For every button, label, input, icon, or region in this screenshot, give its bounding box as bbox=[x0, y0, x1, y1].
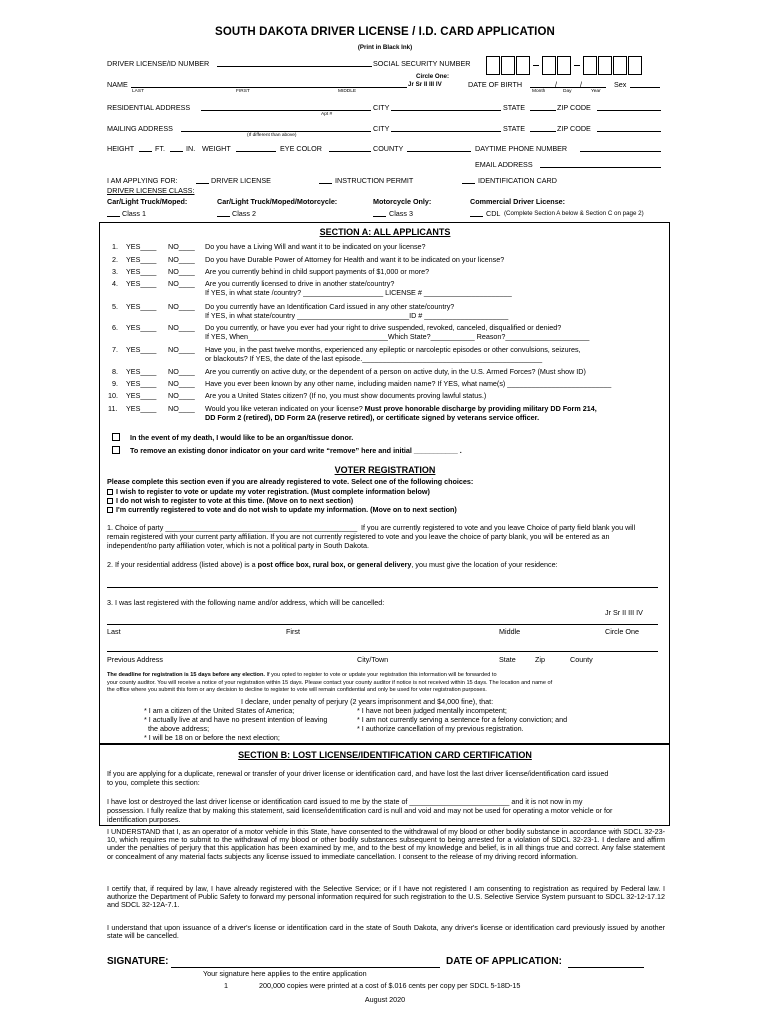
dl-option: DRIVER LICENSE bbox=[211, 176, 271, 185]
class1-option: Class 1 bbox=[122, 209, 146, 218]
dob-field[interactable] bbox=[530, 87, 606, 88]
prev-name-field[interactable] bbox=[107, 624, 658, 625]
question-number: 5. bbox=[112, 302, 118, 311]
mail-zip-field[interactable] bbox=[597, 131, 661, 132]
in-label: IN. bbox=[186, 144, 196, 153]
year-caption: Year bbox=[591, 89, 601, 94]
question-text: Do you currently have an Identification Card issued in any other state/country? bbox=[205, 302, 455, 311]
question-followup[interactable]: DD Form 2 (retired), DD Form 2A (reserve retired), or certificate signed by veterans service officer. bbox=[205, 413, 540, 422]
question-followup[interactable]: or blackouts? If YES, the date of the last episode._____________________________________________ bbox=[205, 354, 543, 363]
dl-number-field[interactable] bbox=[217, 66, 372, 67]
weight-label: WEIGHT bbox=[202, 144, 231, 153]
middle-caption: MIDDLE bbox=[338, 89, 357, 94]
yes-option[interactable]: YES____ bbox=[126, 345, 157, 354]
section-b-p2-l2: possession. I fully realize that by making this statement, said license/identification card is null and void and may not be used for operating a motor vehicle or for bbox=[107, 806, 613, 815]
class1-checkline[interactable] bbox=[107, 216, 120, 217]
voter-opt1-text: I wish to register to vote or update my voter registration. (Must complete information below) bbox=[116, 487, 430, 496]
voter-opt3-text: I'm currently registered to vote and do not wish to update my information. (Move on to next section) bbox=[116, 505, 457, 514]
no-option[interactable]: NO____ bbox=[168, 367, 195, 376]
sex-label: Sex bbox=[614, 80, 627, 89]
res-state-label: STATE bbox=[503, 103, 526, 112]
legal-selective-service: I certify that, if required by law, I have already registered with the Selective Service; or if I have not registered I am consenting to registration as required by Federal law. I authorize the Department of Public Safety to forward my personal information required for such registration to the U.S. Selective Service System pursuant to SDCL 32-12-17.12 and SDCL 32-12A-7.1. bbox=[107, 884, 665, 910]
email-field[interactable] bbox=[540, 167, 661, 168]
cdl-head: Commercial Driver License: bbox=[470, 197, 566, 206]
question-number: 1. bbox=[112, 242, 118, 251]
class2-option: Class 2 bbox=[232, 209, 256, 218]
party-note-3: independent/no party affiliation voter, which is not a political party in South Dakota. bbox=[107, 541, 369, 550]
mail-city-field[interactable] bbox=[391, 131, 501, 132]
signature-label: SIGNATURE: bbox=[107, 956, 169, 967]
eye-field[interactable] bbox=[329, 151, 371, 152]
no-option[interactable]: NO____ bbox=[168, 404, 195, 413]
residence-location-field[interactable] bbox=[107, 587, 658, 588]
question-text: Are you a United States citizen? (If no, you must show documents proving lawful status.) bbox=[205, 391, 487, 400]
yes-option[interactable]: YES____ bbox=[126, 279, 157, 288]
res-zip-field[interactable] bbox=[597, 110, 661, 111]
party-note-2: remain registered with your current party affiliation. If you are not currently registered to vote and you leave the choice of party blank, you will be entered as an bbox=[107, 532, 610, 541]
question-number: 3. bbox=[112, 267, 118, 276]
prev-middle-caption: Middle bbox=[499, 627, 521, 636]
prev-circle-one-caption: Circle One bbox=[605, 627, 639, 636]
organ-donor-text: In the event of my death, I would like to be an organ/tissue donor. bbox=[130, 433, 354, 442]
daytime-phone-field[interactable] bbox=[580, 151, 661, 152]
form-subtitle: (Print in Black Ink) bbox=[357, 44, 413, 51]
decl-citizen: * I am a citizen of the United States of America; bbox=[144, 706, 295, 715]
question-text: Are you currently licensed to drive in another state/country? bbox=[205, 279, 395, 288]
copies-note: 200,000 copies were printed at a cost of $.016 cents per copy per SDCL 5-18D-15 bbox=[259, 981, 521, 990]
prev-city-caption: City/Town bbox=[357, 655, 389, 664]
applying-label: I AM APPLYING FOR: bbox=[107, 176, 178, 185]
dob-label: DATE OF BIRTH bbox=[468, 80, 523, 89]
last-caption: LAST bbox=[132, 89, 144, 94]
id-card-option: IDENTIFICATION CARD bbox=[478, 176, 557, 185]
deadline-line1: The deadline for registration is 15 days before any election. If you opted to register to vote or update your registration this information will be forwarded to bbox=[107, 672, 497, 678]
mail-state-field[interactable] bbox=[530, 131, 556, 132]
no-option[interactable]: NO____ bbox=[168, 345, 195, 354]
no-option[interactable]: NO____ bbox=[168, 323, 195, 332]
month-caption: Month bbox=[532, 89, 546, 94]
question-text: Have you ever been known by any other name, including maiden name? If YES, what name(s) __________________________ bbox=[205, 379, 612, 388]
question-text: Would you like veteran indicated on your license? Must prove honorable discharge by providing military DD Form 214, bbox=[205, 404, 597, 413]
height-label: HEIGHT bbox=[107, 144, 135, 153]
question-number: 8. bbox=[112, 367, 118, 376]
question-text: Are you currently behind in child support payments of $1,000 or more? bbox=[205, 267, 430, 276]
class3-option: Class 3 bbox=[389, 209, 413, 218]
voter-opt3-checkbox[interactable] bbox=[107, 507, 113, 513]
voter-opt2-text: I do not wish to register to vote at this time. (Move on to next section) bbox=[116, 496, 354, 505]
class3-checkline[interactable] bbox=[373, 216, 386, 217]
voter-opt1-checkbox[interactable] bbox=[107, 489, 113, 495]
voter-opt3-row bbox=[107, 505, 457, 514]
yes-option[interactable]: YES____ bbox=[126, 404, 157, 413]
eye-label: EYE COLOR bbox=[280, 144, 322, 153]
no-option[interactable]: NO____ bbox=[168, 379, 195, 388]
question-number: 10. bbox=[108, 391, 118, 400]
question-number: 2. bbox=[112, 255, 118, 264]
page-number: 1 bbox=[224, 981, 228, 990]
permit-option: INSTRUCTION PERMIT bbox=[335, 176, 414, 185]
class2-head: Car/Light Truck/Moped/Motorcycle: bbox=[217, 197, 338, 206]
legal-cancellation: I understand that upon issuance of a driver's license or identification card in the state of South Dakota, any driver's license or identification card previously issued by another state will be cancelled. bbox=[107, 923, 665, 941]
signature-field[interactable] bbox=[171, 967, 440, 968]
question-text: Do you have a Living Will and want it to be indicated on your license? bbox=[205, 242, 426, 251]
organ-donor-checkbox[interactable] bbox=[112, 433, 120, 441]
deadline-line2: your county auditor. You will receive a notice of your registration within 15 days. Please contact your county auditor if notice is not received within 15 days. The location and name of bbox=[107, 680, 553, 686]
question-number: 7. bbox=[112, 345, 118, 354]
question-followup[interactable]: If YES, in what state /country? ____________________ LICENSE # ______________________ bbox=[205, 288, 512, 297]
yes-option[interactable]: YES____ bbox=[126, 367, 157, 376]
decl-felony: * I am not currently serving a sentence for a felony conviction; and bbox=[357, 715, 568, 724]
height-in-field[interactable] bbox=[170, 151, 183, 152]
weight-field[interactable] bbox=[236, 151, 276, 152]
remove-donor-text: To remove an existing donor indicator on your card write “remove” here and initial ___________ . bbox=[130, 446, 462, 455]
dl-checkline[interactable] bbox=[196, 183, 209, 184]
mail-city-label: CITY bbox=[373, 124, 390, 133]
section-b-title: SECTION B: LOST LICENSE/IDENTIFICATION CARD CERTIFICATION bbox=[238, 750, 532, 760]
class1-head: Car/Light Truck/Moped: bbox=[107, 197, 188, 206]
name-label: NAME bbox=[107, 80, 128, 89]
name-suffix-options[interactable]: Jr Sr II III IV bbox=[408, 81, 442, 88]
mail-state-label: STATE bbox=[503, 124, 526, 133]
residential-label: RESIDENTIAL ADDRESS bbox=[107, 103, 191, 112]
question-text: Do you have Durable Power of Attorney for Health and want it to be indicated on your license? bbox=[205, 255, 505, 264]
prev-county-caption: County bbox=[570, 655, 593, 664]
daytime-phone-label: DAYTIME PHONE NUMBER bbox=[475, 144, 568, 153]
question-number: 9. bbox=[112, 379, 118, 388]
voter-q2: 2. If your residential address (listed above) is a post office box, rural box, or general delivery, you must give the location of your residence: bbox=[107, 560, 558, 569]
section-a-title: SECTION A: ALL APPLICANTS bbox=[319, 227, 451, 237]
no-option[interactable]: NO____ bbox=[168, 242, 195, 251]
sex-field[interactable] bbox=[630, 87, 660, 88]
remove-donor-row bbox=[112, 446, 462, 455]
party-choice-field[interactable]: 1. Choice of party ________________________________________________ bbox=[107, 523, 358, 532]
voter-declare: I declare, under penalty of perjury (2 years imprisonment and $4,000 fine), that: bbox=[241, 697, 494, 706]
remove-donor-checkbox[interactable] bbox=[112, 446, 120, 454]
decl-residence: * I actually live at and have no present intention of leaving bbox=[144, 715, 328, 724]
decl-competent: * I have not been judged mentally incompetent; bbox=[357, 706, 507, 715]
deadline-line3: the office where you submit this form or any decision to decline to register to vote will remain confidential and only be used for voter registration purposes. bbox=[107, 687, 487, 693]
residential-field[interactable] bbox=[201, 110, 371, 111]
question-text: Have you, in the past twelve months, experienced any epileptic or narcoleptic episodes or other convulsions, seizures, bbox=[205, 345, 581, 354]
dl-number-label: DRIVER LICENSE/ID NUMBER bbox=[107, 59, 210, 68]
yes-option[interactable]: YES____ bbox=[126, 323, 157, 332]
name-field[interactable] bbox=[131, 87, 407, 88]
id-card-checkline[interactable] bbox=[462, 183, 475, 184]
date-field[interactable] bbox=[568, 967, 644, 968]
county-label: COUNTY bbox=[373, 144, 404, 153]
county-field[interactable] bbox=[407, 151, 471, 152]
yes-option[interactable]: YES____ bbox=[126, 267, 157, 276]
permit-checkline[interactable] bbox=[319, 183, 332, 184]
question-followup[interactable]: If YES, When___________________________________Which State?___________ Reason?_____________________ bbox=[205, 332, 590, 341]
res-city-field[interactable] bbox=[391, 110, 501, 111]
section-b-p1-l1: If you are applying for a duplicate, renewal or transfer of your driver license or identification card, and have lost the last driver license/identification card issued bbox=[107, 769, 609, 778]
day-caption: Day bbox=[563, 89, 572, 94]
no-option[interactable]: NO____ bbox=[168, 255, 195, 264]
class-label: DRIVER LICENSE CLASS: bbox=[107, 186, 195, 195]
email-label: EMAIL ADDRESS bbox=[475, 160, 533, 169]
question-number: 6. bbox=[112, 323, 118, 332]
res-city-label: CITY bbox=[373, 103, 390, 112]
class2-checkline[interactable] bbox=[217, 216, 230, 217]
cdl-note: (Complete Section A below & Section C on page 2) bbox=[504, 210, 644, 217]
yes-option[interactable]: YES____ bbox=[126, 379, 157, 388]
prev-last-caption: Last bbox=[107, 627, 121, 636]
prev-zip-caption: Zip bbox=[535, 655, 545, 664]
height-ft-field[interactable] bbox=[139, 151, 152, 152]
no-option[interactable]: NO____ bbox=[168, 391, 195, 400]
date-label: DATE OF APPLICATION: bbox=[446, 956, 562, 967]
voter-q3: 3. I was last registered with the following name and/or address, which will be cancelled: bbox=[107, 598, 385, 607]
res-zip-label: ZIP CODE bbox=[557, 103, 591, 112]
no-option[interactable]: NO____ bbox=[168, 302, 195, 311]
yes-option[interactable]: YES____ bbox=[126, 391, 157, 400]
apt-caption: Apt # bbox=[321, 112, 333, 117]
lost-state-field[interactable]: I have lost or destroyed the last driver license or identification card issued to me by the state of _________________________ and it is not now in my bbox=[107, 797, 583, 806]
decl-residence-2: the above address; bbox=[148, 724, 210, 733]
question-text: Do you currently, or have you ever had your right to drive suspended, revoked, canceled, disqualified or denied? bbox=[205, 323, 562, 332]
circle-one-label: Circle One: bbox=[416, 73, 450, 80]
prev-address-field[interactable] bbox=[107, 651, 658, 652]
ft-label: FT. bbox=[155, 144, 165, 153]
voter-opt1-row bbox=[107, 487, 430, 496]
section-b-p1-l2: to you, complete this section: bbox=[107, 778, 200, 787]
voter-opt2-checkbox[interactable] bbox=[107, 498, 113, 504]
mailing-field[interactable] bbox=[181, 131, 371, 132]
legal-consent: I UNDERSTAND that I, as an operator of a motor vehicle in this State, have consented to the withdrawal of my blood or other bodily substance in accordance with SDCL 32-23-10, which requires me to submit to the withdrawal of my blood or other bodily substances subsequent to being arrested for a violation of SDCL 32-23-1. I declare and affirm under the penalties of perjury that this application has been examined by me, and to the best of my knowledge and belief, is in all things true and correct. Any false statement or concealment of any material facts subjects any license issued to immediate cancellation. I consent to the release of my driving record information. bbox=[107, 827, 665, 861]
voter-intro: Please complete this section even if you are already registered to vote. Select one of the following choices: bbox=[107, 477, 474, 486]
class3-head: Motorcycle Only: bbox=[373, 197, 432, 206]
revision-date: August 2020 bbox=[364, 995, 406, 1004]
section-b-p2-l3: identification purposes. bbox=[107, 815, 181, 824]
yes-option[interactable]: YES____ bbox=[126, 255, 157, 264]
question-text: Are you currently on active duty, or the dependent of a person on active duty, in the U.S. Armed Forces? (Must show ID) bbox=[205, 367, 586, 376]
mailing-label: MAILING ADDRESS bbox=[107, 124, 173, 133]
prev-first-caption: First bbox=[286, 627, 300, 636]
cdl-option: CDL bbox=[486, 209, 501, 218]
no-option[interactable]: NO____ bbox=[168, 267, 195, 276]
res-state-field[interactable] bbox=[530, 110, 556, 111]
prev-address-caption: Previous Address bbox=[107, 655, 163, 664]
no-option[interactable]: NO____ bbox=[168, 279, 195, 288]
party-note-1: If you are currently registered to vote and you leave Choice of party field blank you will bbox=[361, 523, 636, 532]
prev-state-caption: State bbox=[499, 655, 516, 664]
question-followup[interactable]: If YES, in what state/country ____________________________ID # _____________________ bbox=[205, 311, 509, 320]
first-caption: FIRST bbox=[236, 89, 250, 94]
if-different-caption: (If different than above) bbox=[247, 133, 297, 138]
ssn-label: SOCIAL SECURITY NUMBER bbox=[373, 59, 471, 68]
yes-option[interactable]: YES____ bbox=[126, 242, 157, 251]
voter-title: VOTER REGISTRATION bbox=[334, 465, 436, 475]
signature-note: Your signature here applies to the entire application bbox=[203, 969, 367, 978]
question-number: 11. bbox=[108, 404, 118, 413]
decl-age: * I will be 18 on or before the next election; bbox=[144, 733, 280, 742]
question-number: 4. bbox=[112, 279, 118, 288]
form-title: SOUTH DAKOTA DRIVER LICENSE / I.D. CARD APPLICATION bbox=[215, 26, 555, 38]
cdl-checkline[interactable] bbox=[470, 216, 483, 217]
decl-cancel: * I authorize cancellation of my previous registration. bbox=[357, 724, 524, 733]
mail-zip-label: ZIP CODE bbox=[557, 124, 591, 133]
voter-opt2-row bbox=[107, 496, 353, 505]
organ-donor-row bbox=[112, 433, 353, 442]
prev-suffix-options[interactable]: Jr Sr II III IV bbox=[605, 608, 643, 617]
yes-option[interactable]: YES____ bbox=[126, 302, 157, 311]
